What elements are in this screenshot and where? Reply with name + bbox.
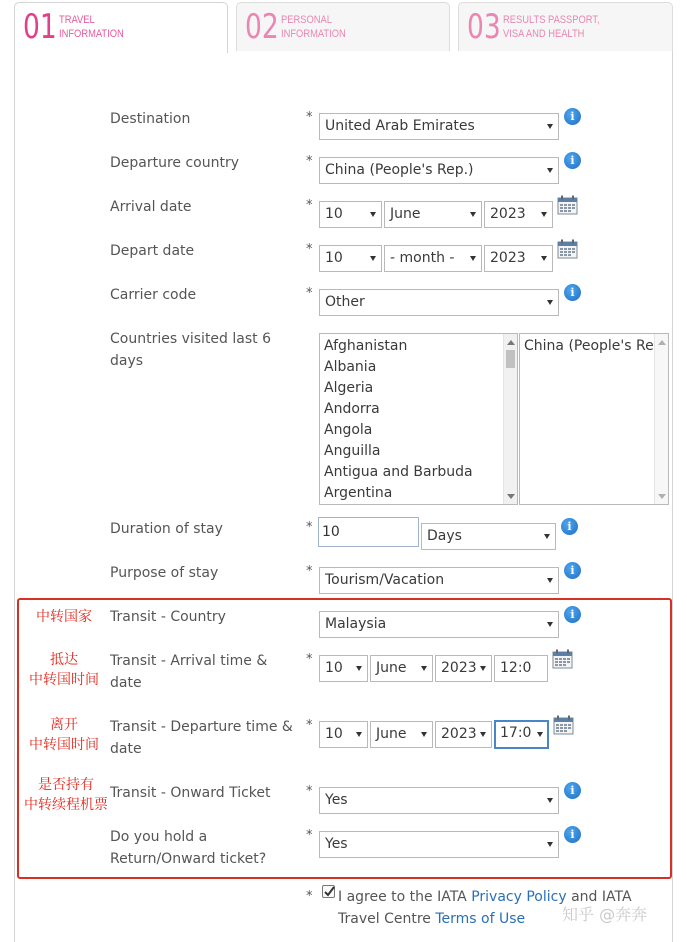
checkmark-icon [323,885,336,898]
required-mark: * [306,652,313,667]
duration-unit-select[interactable] [421,523,556,550]
agreement-text-1: I agree to the IATA [338,889,472,905]
transit-departure-label: Transit - Departure time & date [110,719,293,757]
chevron-down-icon [547,622,553,627]
chevron-down-icon [370,212,376,217]
privacy-policy-link[interactable]: Privacy Policy [471,889,567,905]
agreement-text-2: and IATA Travel Centre [338,889,632,927]
transit-country-label: Transit - Country [110,609,226,625]
scroll-down-icon[interactable] [507,494,515,499]
depart-day-select[interactable] [319,245,382,272]
purpose-label: Purpose of stay [110,565,219,581]
calendar-icon[interactable] [557,239,578,259]
required-mark: * [306,889,313,904]
tab-personal-information[interactable] [236,2,450,52]
transit-departure-year-value: 2023 [441,726,477,742]
transit-departure-month-value: June [376,726,407,742]
transit-arrival-month-select[interactable] [370,655,433,682]
calendar-icon[interactable] [557,195,578,215]
list-option[interactable]: Andorra [324,401,380,417]
required-mark: * [306,520,313,535]
carrier-code-value: Other [325,294,365,310]
arrival-day-value: 10 [325,206,343,222]
purpose-select[interactable] [319,567,559,594]
countries-available-listbox[interactable] [319,333,518,505]
list-option[interactable]: Angola [324,422,373,438]
depart-year-value: 2023 [490,250,526,266]
countries-selected-options [520,334,668,357]
purpose-value: Tourism/Vacation [325,572,445,588]
scrollbar[interactable] [503,334,517,504]
tab-number: 02 [245,7,279,47]
countries-available-options [320,334,517,504]
tab-travel-information[interactable] [14,2,228,53]
arrival-month-select[interactable] [384,201,482,228]
duration-unit-value: Days [427,528,462,544]
watermark: 知乎 @奔奔 [562,905,648,924]
tab-results-passport[interactable] [458,2,673,52]
transit-arrival-month-value: June [376,660,407,676]
transit-arrival-day-select[interactable] [319,655,368,682]
return-ticket-select[interactable] [319,831,559,858]
chevron-down-icon [547,300,553,305]
required-mark: * [306,784,313,799]
transit-arrival-year-value: 2023 [441,660,477,676]
list-option[interactable]: Argentina [324,485,393,501]
return-ticket-value: Yes [325,836,348,852]
required-mark: * [306,154,313,169]
info-icon[interactable]: i [564,562,581,579]
chevron-down-icon [356,666,362,671]
chevron-down-icon [470,212,476,217]
depart-month-value: - month - [390,250,455,266]
scroll-down-icon[interactable] [658,494,666,499]
chevron-down-icon [547,168,553,173]
transit-departure-day-select[interactable] [319,721,368,748]
required-mark: * [306,564,313,579]
agree-checkbox[interactable] [322,885,335,898]
scroll-up-icon[interactable] [507,340,515,345]
chevron-down-icon [480,666,486,671]
transit-departure-time-value: 17:0 [500,725,532,741]
transit-arrival-time-value: 12:0 [500,660,532,676]
departure-country-value: China (People's Rep.) [325,162,474,178]
departure-country-label: Departure country [110,155,240,171]
departure-country-select[interactable] [319,157,559,184]
transit-onward-value: Yes [325,792,348,808]
countries-visited-label: Countries visited last 6 days [110,331,271,369]
transit-arrival-time-select[interactable] [494,655,548,682]
calendar-icon[interactable] [552,649,573,669]
transit-arrival-label: Transit - Arrival time & date [110,653,268,691]
carrier-code-label: Carrier code [110,287,197,303]
carrier-code-select[interactable] [319,289,559,316]
annotation-transit-departure: 离开 中转国时间 [29,717,99,753]
info-icon[interactable]: i [561,518,578,535]
chevron-down-icon [470,256,476,261]
transit-departure-time-select[interactable] [494,720,549,749]
destination-label: Destination [110,111,191,127]
tab-number: 01 [23,7,57,47]
chevron-down-icon [537,732,543,737]
list-option[interactable]: Antigua and Barbuda [324,464,473,480]
chevron-down-icon [541,212,547,217]
annotation-transit-arrival: 抵达 中转国时间 [29,652,99,688]
transit-arrival-day-value: 10 [325,660,343,676]
required-mark: * [306,198,313,213]
chevron-down-icon [480,732,486,737]
required-mark: * [306,718,313,733]
info-icon[interactable]: i [564,826,581,843]
chevron-down-icon [547,842,553,847]
info-icon[interactable]: i [564,606,581,623]
chevron-down-icon [544,534,550,539]
countries-selected-listbox[interactable] [519,333,669,505]
required-mark: * [306,242,313,257]
list-option[interactable]: Anguilla [324,443,381,459]
duration-input[interactable]: 10 [318,517,419,547]
required-mark: * [306,110,313,125]
transit-onward-label: Transit - Onward Ticket [110,785,271,801]
list-option[interactable]: China (People's Re [524,338,654,354]
info-icon[interactable]: i [564,108,581,125]
terms-of-use-link[interactable]: Terms of Use [435,911,526,927]
chevron-down-icon [421,666,427,671]
transit-country-select[interactable] [319,611,559,638]
tab-title: RESULTS PASSPORT, VISA AND HEALTH [503,14,600,40]
step-tabs [0,0,687,52]
scroll-thumb[interactable] [506,350,515,368]
tab-title: PERSONAL INFORMATION [281,14,346,40]
arrival-month-value: June [390,206,421,222]
chevron-down-icon [421,732,427,737]
chevron-down-icon [541,256,547,261]
list-option[interactable]: Algeria [324,380,374,396]
return-ticket-label: Do you hold a Return/Onward ticket? [110,829,267,867]
chevron-down-icon [370,256,376,261]
duration-label: Duration of stay [110,521,223,537]
depart-date-label: Depart date [110,243,195,259]
transit-onward-select[interactable] [319,787,559,814]
tab-number: 03 [467,7,501,47]
arrival-date-label: Arrival date [110,199,192,215]
chevron-down-icon [547,124,553,129]
calendar-icon[interactable] [553,715,574,735]
list-option[interactable]: Afghanistan [324,338,408,354]
transit-arrival-year-select[interactable] [435,655,492,682]
destination-select[interactable] [319,113,559,140]
info-icon[interactable]: i [564,782,581,799]
required-mark: * [306,828,313,843]
required-mark: * [306,286,313,301]
scroll-up-icon[interactable] [658,340,666,345]
destination-value: United Arab Emirates [325,118,475,134]
arrival-year-select[interactable] [484,201,553,228]
arrival-day-select[interactable] [319,201,382,228]
chevron-down-icon [547,578,553,583]
depart-month-select[interactable] [384,245,482,272]
transit-departure-month-select[interactable] [370,721,433,748]
transit-country-value: Malaysia [325,616,387,632]
arrival-year-value: 2023 [490,206,526,222]
info-icon[interactable]: i [564,152,581,169]
depart-year-select[interactable] [484,245,553,272]
transit-departure-year-select[interactable] [435,721,492,748]
tab-title: TRAVEL INFORMATION [59,14,124,40]
annotation-onward-ticket: 是否持有 中转续程机票 [24,777,108,813]
depart-day-value: 10 [325,250,343,266]
chevron-down-icon [356,732,362,737]
transit-departure-day-value: 10 [325,726,343,742]
list-option[interactable]: Albania [324,359,377,375]
scrollbar[interactable] [654,334,668,504]
chevron-down-icon [547,798,553,803]
info-icon[interactable]: i [564,284,581,301]
annotation-transit-country: 中转国家 [36,609,92,625]
